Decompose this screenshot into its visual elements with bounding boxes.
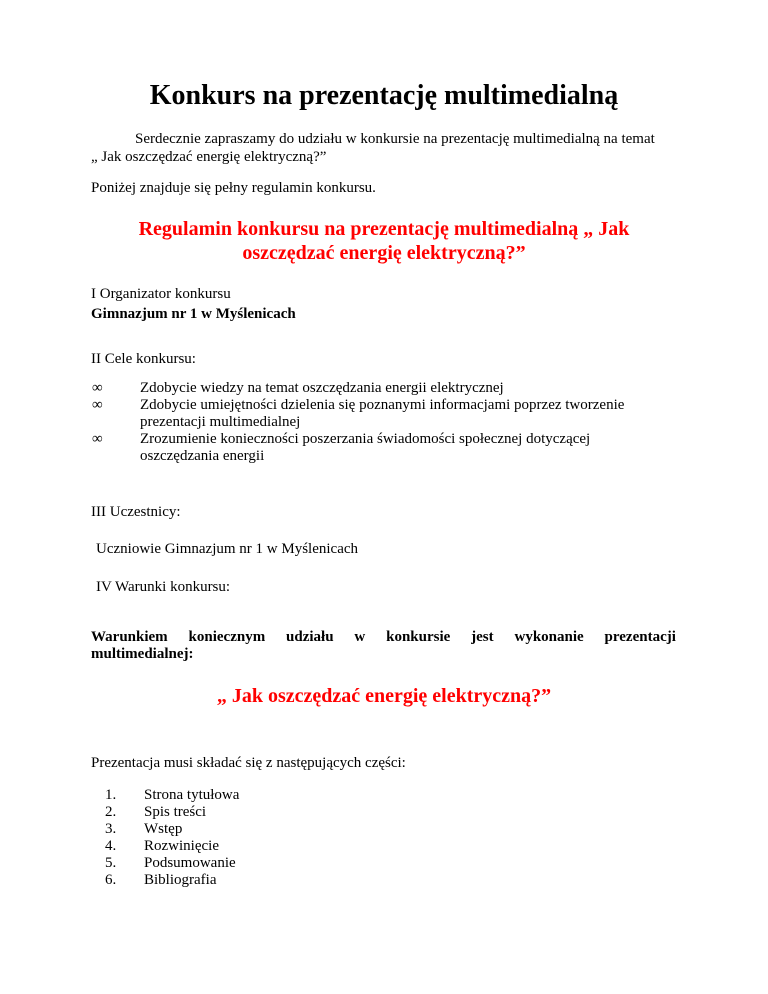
condition-word: wykonanie xyxy=(514,629,584,645)
condition-word: udziału xyxy=(286,629,334,645)
section-participants-label: III Uczestnicy: xyxy=(91,504,181,520)
condition-word: prezentacji xyxy=(604,629,676,645)
part-label: Rozwinięcie xyxy=(144,838,219,854)
condition-word: konkursie xyxy=(386,629,451,645)
list-item xyxy=(92,431,624,465)
participants-text: Uczniowie Gimnazjum nr 1 w Myślenicach xyxy=(96,541,359,557)
goals-list xyxy=(92,380,624,465)
infinity-bullet-icon: ∞ xyxy=(92,380,103,396)
infinity-bullet-icon: ∞ xyxy=(92,431,103,447)
section-goals-label: II Cele konkursu: xyxy=(91,351,196,367)
topic-heading: „ Jak oszczędzać energię elektryczną?” xyxy=(216,685,552,707)
list-item xyxy=(92,380,624,397)
parts-intro: Prezentacja musi składać się z następujących części: xyxy=(91,755,406,771)
list-number: 2. xyxy=(105,804,117,820)
list-number: 1. xyxy=(105,787,117,803)
intro-text-line3: Poniżej znajduje się pełny regulamin konkursu. xyxy=(91,180,376,196)
goal-text: Zrozumienie konieczności poszerzania świadomości społecznej dotyczącej xyxy=(140,431,591,447)
part-label: Bibliografia xyxy=(144,872,217,888)
condition-line2: multimedialnej: xyxy=(91,646,194,662)
organizer-name: Gimnazjum nr 1 w Myślenicach xyxy=(91,306,296,322)
condition-word: w xyxy=(354,629,366,645)
condition-word: koniecznym xyxy=(188,629,266,645)
part-label: Spis treści xyxy=(144,804,207,820)
infinity-bullet-icon: ∞ xyxy=(92,397,103,413)
condition-line-justified xyxy=(91,629,676,646)
section-conditions-label: IV Warunki konkursu: xyxy=(96,579,231,595)
goal-text: Zdobycie wiedzy na temat oszczędzania energii elektrycznej xyxy=(140,380,504,396)
page-title: Konkurs na prezentację multimedialną xyxy=(149,80,619,111)
list-number: 4. xyxy=(105,838,117,854)
part-label: Wstęp xyxy=(144,821,183,837)
intro-text-line2: „ Jak oszczędzać energię elektryczną?” xyxy=(91,149,327,165)
goal-text: Zdobycie umiejętności dzielenia się poznanymi informacjami poprzez tworzenie xyxy=(140,397,625,413)
section-organizer-label: I Organizator konkursu xyxy=(91,286,231,302)
list-number: 5. xyxy=(105,855,117,871)
list-item xyxy=(92,397,624,431)
part-label: Strona tytułowa xyxy=(144,787,240,803)
intro-text-line1: Serdecznie zapraszamy do udziału w konkursie na prezentację multimedialną na temat xyxy=(135,131,655,147)
goal-text-continued: prezentacji multimedialnej xyxy=(140,414,301,430)
condition-word: jest xyxy=(471,629,494,645)
goal-text-continued: oszczędzania energii xyxy=(140,448,265,464)
regulation-heading-line2: oszczędzać energię elektryczną?” xyxy=(242,242,526,264)
list-number: 3. xyxy=(105,821,117,837)
condition-word: Warunkiem xyxy=(91,629,168,645)
part-label: Podsumowanie xyxy=(144,855,236,871)
list-number: 6. xyxy=(105,872,117,888)
regulation-heading-line1: Regulamin konkursu na prezentację multimedialną „ Jak xyxy=(138,218,630,240)
